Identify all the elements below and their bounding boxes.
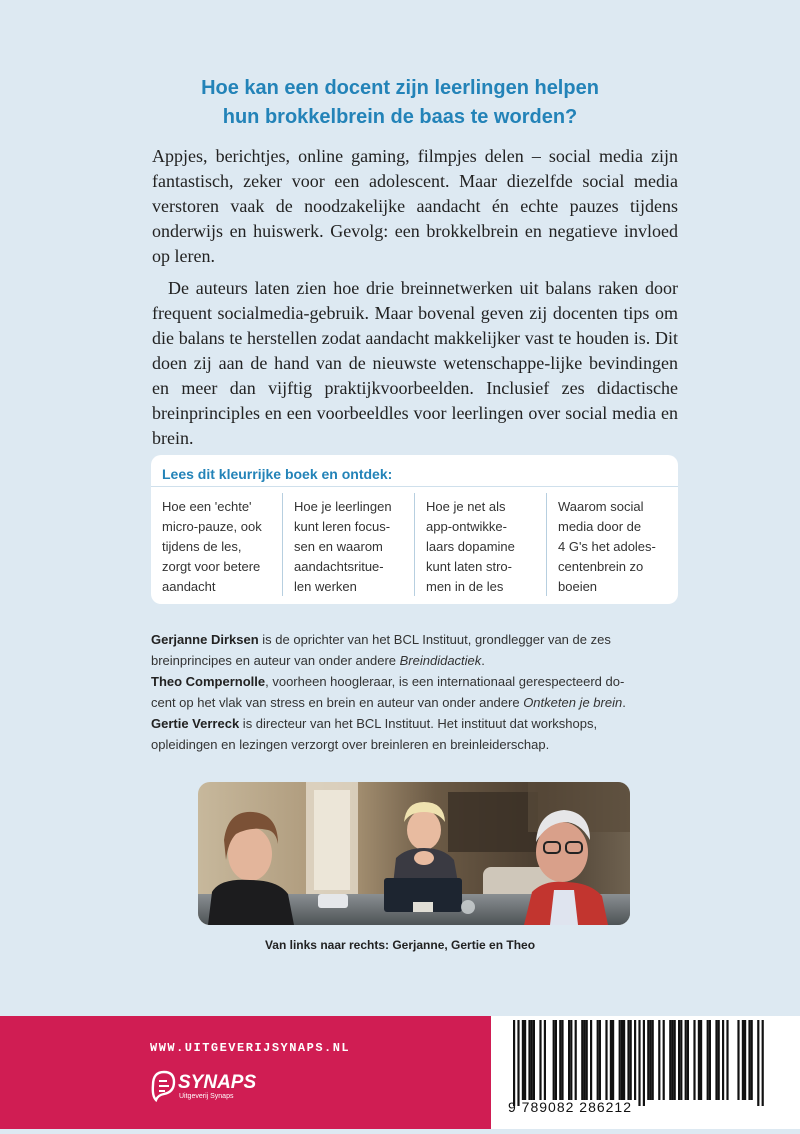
discover-item-4 — [546, 493, 678, 596]
barcode-bar — [528, 1020, 530, 1100]
discover-item-3-line: kunt laten stro- — [426, 559, 512, 574]
barcode-bar — [762, 1020, 764, 1106]
barcode-bar — [555, 1020, 557, 1100]
barcode-bar — [748, 1020, 750, 1100]
barcode-bar — [680, 1020, 682, 1100]
intro-text — [152, 144, 678, 451]
authors-photo — [198, 782, 630, 925]
discover-item-2-line: kunt leren focus- — [294, 519, 391, 534]
barcode-bar — [517, 1020, 519, 1106]
discover-item-2 — [282, 493, 414, 596]
discover-item-2-line: Hoe je leerlingen — [294, 499, 392, 514]
barcode-bar — [652, 1020, 654, 1100]
barcode-bar — [544, 1020, 546, 1100]
author-bio-1-line-1 — [151, 629, 691, 650]
barcode-bar — [658, 1020, 660, 1100]
barcode-bar — [621, 1020, 623, 1100]
isbn-number: 9 789082 286212 — [508, 1099, 632, 1115]
barcode-bar — [627, 1020, 629, 1100]
barcode-bar — [709, 1020, 711, 1100]
barcode-bar — [698, 1020, 700, 1100]
discover-item-3-line: men in de les — [426, 579, 504, 594]
barcode-bar — [561, 1020, 563, 1100]
barcode-bar — [597, 1020, 599, 1100]
barcode-bar — [638, 1020, 640, 1106]
barcode-bar — [649, 1020, 651, 1100]
discover-item-4-line: media door de — [558, 519, 642, 534]
barcode-bar — [559, 1020, 561, 1100]
barcode-bar — [663, 1020, 665, 1100]
synaps-logo-icon — [150, 1066, 270, 1104]
author-bio-2-line-1 — [151, 671, 691, 692]
question-heading — [0, 74, 800, 132]
author-bio-text: is de oprichter van het BCL Instituut, grondlegger van de zes — [258, 632, 611, 647]
discover-item-2-line: len werken — [294, 579, 357, 594]
discover-item-2-line: sen en waarom — [294, 539, 383, 554]
discover-item-1-line: zorgt voor betere — [162, 559, 261, 574]
barcode-bar — [687, 1020, 689, 1100]
discover-item-1-line: aandacht — [162, 579, 216, 594]
barcode-bar — [570, 1020, 572, 1100]
barcode-bar — [533, 1020, 535, 1100]
discover-item-3-line: app-ontwikke- — [426, 519, 507, 534]
barcode-bar — [726, 1020, 728, 1100]
barcode-bar — [718, 1020, 720, 1100]
barcode-bar — [685, 1020, 687, 1100]
barcode-bar — [553, 1020, 555, 1100]
question-line-1: Hoe kan een docent zijn leerlingen helpen — [201, 77, 599, 99]
author-bio-text: . — [622, 695, 626, 710]
discover-item-4-line: centenbrein zo — [558, 559, 644, 574]
barcode-bar — [751, 1020, 753, 1100]
discover-item-1 — [151, 493, 282, 596]
author-bios — [151, 629, 691, 755]
intro-paragraph-1: Appjes, berichtjes, online gaming, filmpjes delen – social media zijn fantastisch, zeker voor een adolescent. Maar diezelfde social media verstoren vaak de noodzakelijke aandacht én echte pauzes tijdens onderwijs en huiswerk. Gevolg: een brokkelbrein en negatieve invloed op leren. — [152, 146, 678, 266]
barcode-bar — [568, 1020, 570, 1100]
discover-item-4-line: Waarom social — [558, 499, 644, 514]
author-bio-text: , voorheen hoogleraar, is een internationaal gerespecteerd do- — [265, 674, 625, 689]
discover-box-divider — [151, 486, 678, 487]
photo-caption: Van links naar rechts: Gerjanne, Gertie en Theo — [264, 938, 536, 952]
barcode-bar — [599, 1020, 601, 1100]
authors-photo-illustration — [198, 782, 630, 925]
barcode-bar — [619, 1020, 621, 1100]
author-bio-text: cent op het vlak van stress en brein en auteur van onder andere — [151, 695, 524, 710]
barcode-bar — [700, 1020, 702, 1100]
author-name-gerjanne: Gerjanne Dirksen — [151, 632, 259, 647]
author-bio-text: opleidingen en lezingen verzorgt over breinleren en breinleiderschap. — [151, 737, 550, 752]
barcode-bar — [647, 1020, 649, 1100]
barcode-bar — [693, 1020, 695, 1100]
discover-box — [151, 455, 678, 604]
discover-item-4-line: 4 G's het adoles- — [558, 539, 656, 554]
barcode-bar — [605, 1020, 607, 1100]
barcode-bar — [669, 1020, 671, 1100]
publisher-url[interactable]: WWW.UITGEVERIJSYNAPS.NL — [150, 1041, 351, 1055]
barcode-bar — [610, 1020, 612, 1100]
barcode-bar — [630, 1020, 632, 1100]
barcode-bar — [634, 1020, 636, 1100]
logo-wordmark: SYNAPS — [178, 1072, 257, 1093]
barcode-bar — [531, 1020, 533, 1100]
barcode-bar — [586, 1020, 588, 1100]
barcode-bar — [722, 1020, 724, 1100]
discover-item-3-line: Hoe je net als — [426, 499, 506, 514]
book-title: Ontketen je brein — [523, 695, 623, 710]
barcode-bar — [737, 1020, 739, 1100]
discover-item-1-line: Hoe een 'echte' — [162, 499, 252, 514]
barcode-bar — [583, 1020, 585, 1100]
barcode-bar — [707, 1020, 709, 1100]
barcode-bar — [581, 1020, 583, 1100]
discover-box-title: Lees dit kleurrijke boek en ontdek: — [162, 466, 393, 482]
intro-paragraph-2: De auteurs laten zien hoe drie breinnetwerken uit balans raken door frequent socialmedia-gebruik. Maar bovenal geven zij docenten tips om die balans te herstellen zodat aandacht makkelijker vast te houden is. Dit doen zij aan de hand van de nieuwste wetenschappe-lijke bevindingen en meer dan vijftig praktijkvoorbeelden. Inclusief zes didactische breinprinciples en een voorbeeldles voor leerlingen over social media en brein. — [152, 278, 678, 448]
author-bio-3-line-2 — [151, 734, 691, 755]
author-bio-3-line-1 — [151, 713, 691, 734]
barcode-bar — [513, 1020, 515, 1106]
author-bio-text: is directeur van het BCL Instituut. Het instituut dat workshops, — [239, 716, 598, 731]
discover-item-1-line: micro-pauze, ook — [162, 519, 262, 534]
barcode-bar — [715, 1020, 717, 1100]
barcode-bar — [522, 1020, 524, 1100]
barcode-bar — [671, 1020, 673, 1100]
barcode-bar — [524, 1020, 526, 1100]
discover-item-1-line: tijdens de les, — [162, 539, 242, 554]
barcode-bar — [744, 1020, 746, 1100]
barcode-bar — [757, 1020, 759, 1106]
book-title: Breindidactiek — [399, 653, 482, 668]
barcode-bar — [674, 1020, 676, 1100]
barcode-bar — [623, 1020, 625, 1100]
author-bio-text: . — [481, 653, 485, 668]
barcode-bar — [678, 1020, 680, 1100]
barcode-bar — [742, 1020, 744, 1100]
publisher-logo — [150, 1066, 270, 1104]
discover-item-3-line: laars dopamine — [426, 539, 515, 554]
author-bio-text: breinprincipes en auteur van onder andere — [151, 653, 400, 668]
author-bio-1-line-2 — [151, 650, 691, 671]
discover-item-4-line: boeien — [558, 579, 598, 594]
barcode-bar — [539, 1020, 541, 1100]
logo-subtitle: Uitgeverij Synaps — [179, 1093, 234, 1100]
barcode-bar — [590, 1020, 592, 1100]
discover-item-3 — [414, 493, 546, 596]
author-bio-2-line-2 — [151, 692, 691, 713]
question-line-2: hun brokkelbrein de baas te worden? — [222, 106, 578, 128]
barcode-bar — [612, 1020, 614, 1100]
author-name-gertie: Gertie Verreck — [151, 716, 240, 731]
author-name-theo: Theo Compernolle — [151, 674, 266, 689]
barcode-bar — [643, 1020, 645, 1106]
discover-item-2-line: aandachtsritue- — [294, 559, 384, 574]
barcode-bar — [575, 1020, 577, 1100]
